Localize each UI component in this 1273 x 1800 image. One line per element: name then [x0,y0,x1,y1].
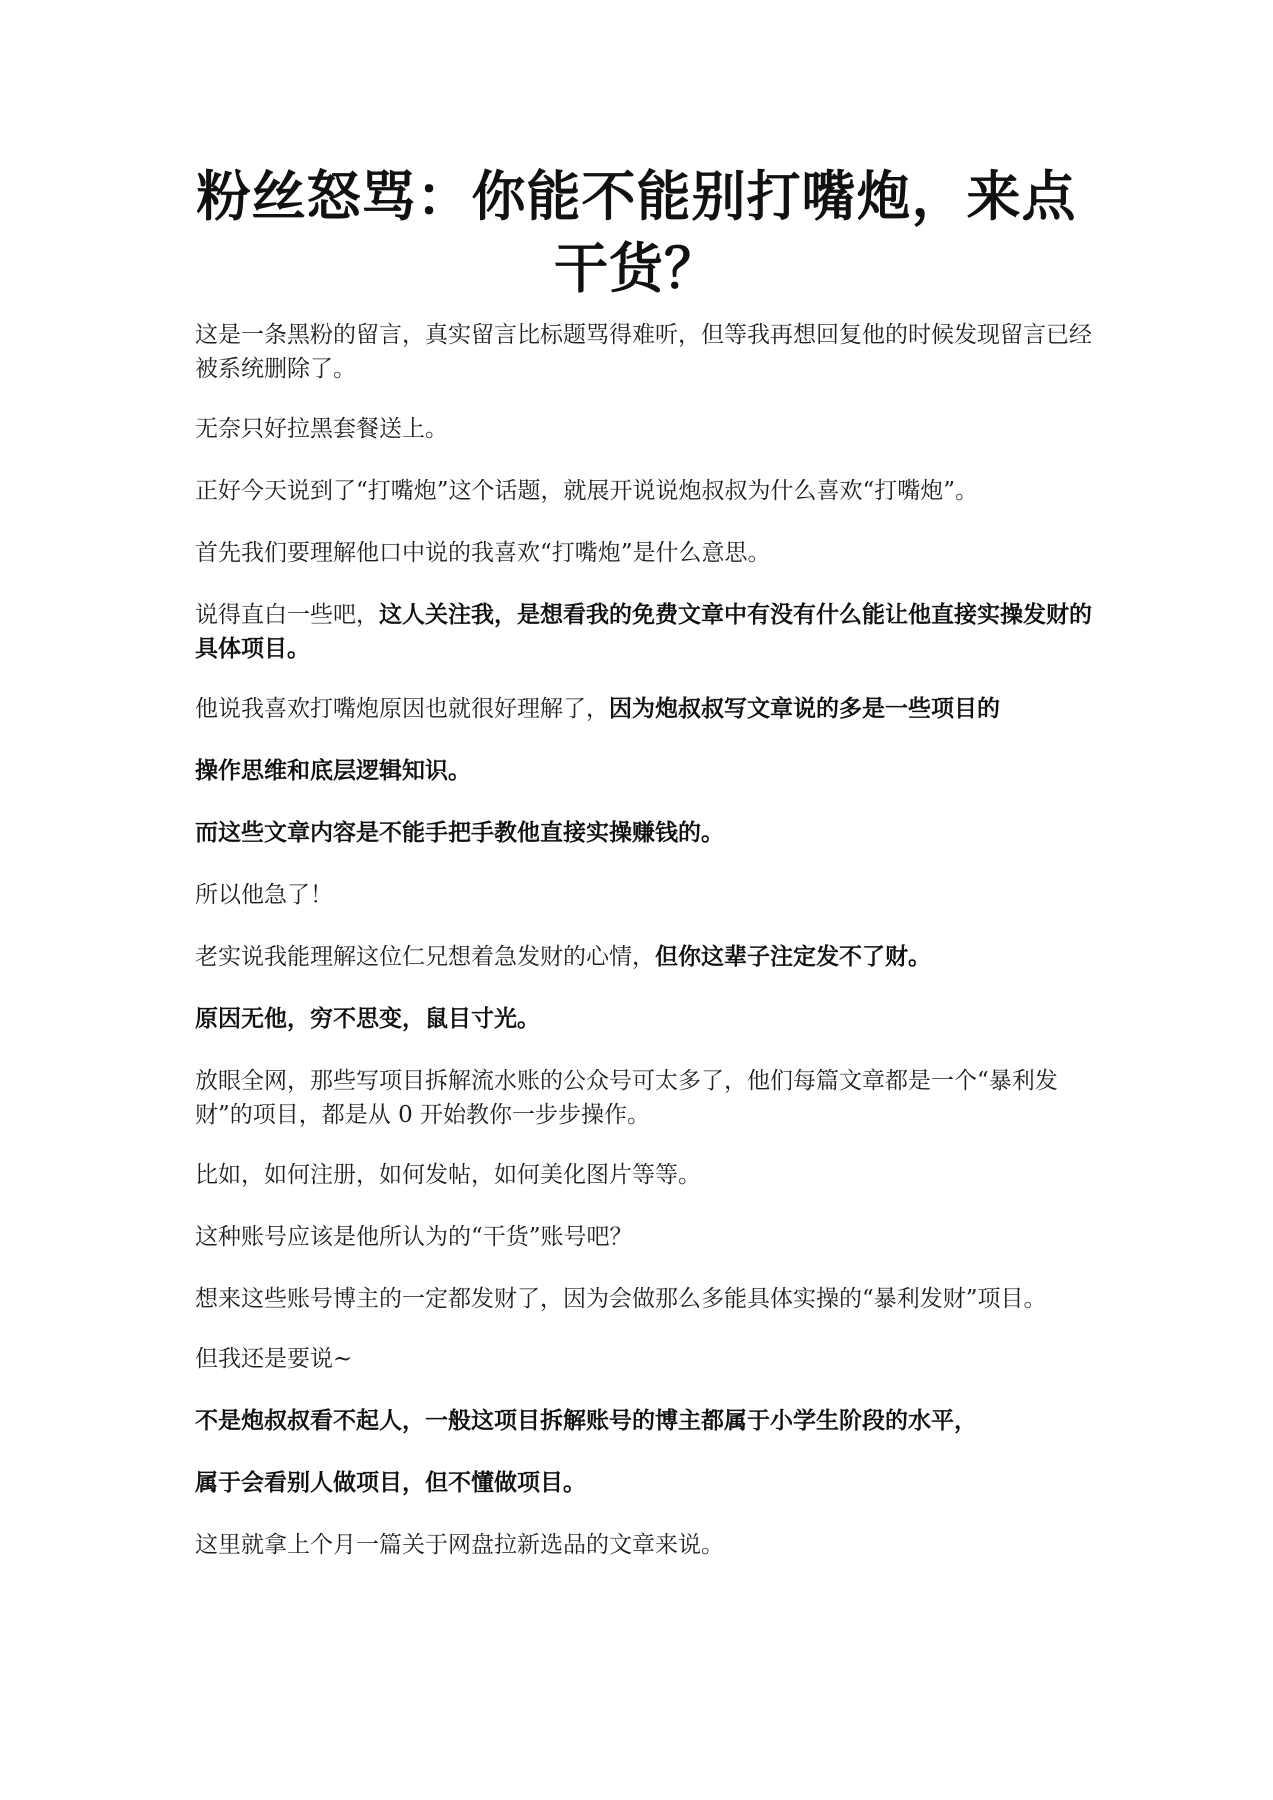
paragraph [195,1220,1095,1254]
paragraph [195,1282,1095,1316]
paragraph [195,1342,1095,1376]
paragraph-bold-text: 而这些文章内容是不能手把手教他直接实操赚钱的。 [195,819,724,846]
paragraph-bold-text: 属于会看别人做项目，但不懂做项目。 [195,1469,586,1496]
document-title: 粉丝怒骂：你能不能别打嘴炮，来点干货？ [196,164,1077,300]
paragraph-text: 他说我喜欢打嘴炮原因也就很好理解了， [195,696,609,722]
paragraph-bold-text: 这人关注我，是想看我的免费文章中有没有什么能让他直接实操发财的具体项目。 [195,601,1092,662]
paragraph [195,1404,1095,1438]
paragraph [195,754,1095,788]
paragraph-text: 想来这些账号博主的一定都发财了，因为会做那么多能具体实操的“暴利发财”项目。 [195,1286,1047,1312]
paragraph-text: 这里就拿上个月一篇关于网盘拉新选品的文章来说。 [195,1532,724,1558]
paragraph-text: 首先我们要理解他口中说的我喜欢“打嘴炮”是什么意思。 [195,540,771,566]
paragraph-bold-text: 原因无他，穷不思变，鼠目寸光。 [195,1005,540,1032]
paragraph-text: 老实说我能理解这位仁兄想着急发财的心情， [195,944,655,970]
paragraph [195,598,1095,666]
paragraph [195,474,1095,508]
paragraph [195,1466,1095,1500]
paragraph-text: 所以他急了！ [195,882,333,908]
paragraph [195,816,1095,850]
paragraph [195,1528,1095,1562]
paragraph [195,536,1095,570]
paragraph-text: 这是一条黑粉的留言，真实留言比标题骂得难听，但等我再想回复他的时候发现留言已经被系统删除了。 [195,322,1092,382]
paragraph-text: 放眼全网，那些写项目拆解流水账的公众号可太多了，他们每篇文章都是一个“暴利发财”的项目，都是从 0 开始教你一步步操作。 [195,1068,1058,1128]
paragraph [195,692,1095,726]
paragraph-text: 说得直白一些吧， [195,602,379,628]
paragraph-bold-text: 但你这辈子注定发不了财。 [655,943,931,970]
paragraph [195,1002,1095,1036]
paragraph-bold-text: 不是炮叔叔看不起人，一般这项目拆解账号的博主都属于小学生阶段的水平， [195,1407,977,1434]
paragraph-text: 但我还是要说~ [195,1346,353,1372]
paragraph [195,1064,1095,1132]
paragraph [195,318,1095,386]
paragraph [195,878,1095,912]
paragraph [195,940,1095,974]
paragraph-text: 这种账号应该是他所认为的“干货”账号吧？ [195,1224,633,1250]
paragraph-bold-text: 因为炮叔叔写文章说的多是一些项目的 [609,695,1000,722]
paragraph-text: 正好今天说到了“打嘴炮”这个话题，就展开说说炮叔叔为什么喜欢“打嘴炮”。 [195,478,979,504]
paragraph-bold-text: 操作思维和底层逻辑知识。 [195,757,471,784]
paragraph-text: 无奈只好拉黑套餐送上。 [195,416,448,442]
paragraph [195,1158,1095,1192]
paragraph [195,412,1095,446]
document-body [195,318,1095,1562]
paragraph-text: 比如，如何注册，如何发帖，如何美化图片等等。 [195,1162,701,1188]
